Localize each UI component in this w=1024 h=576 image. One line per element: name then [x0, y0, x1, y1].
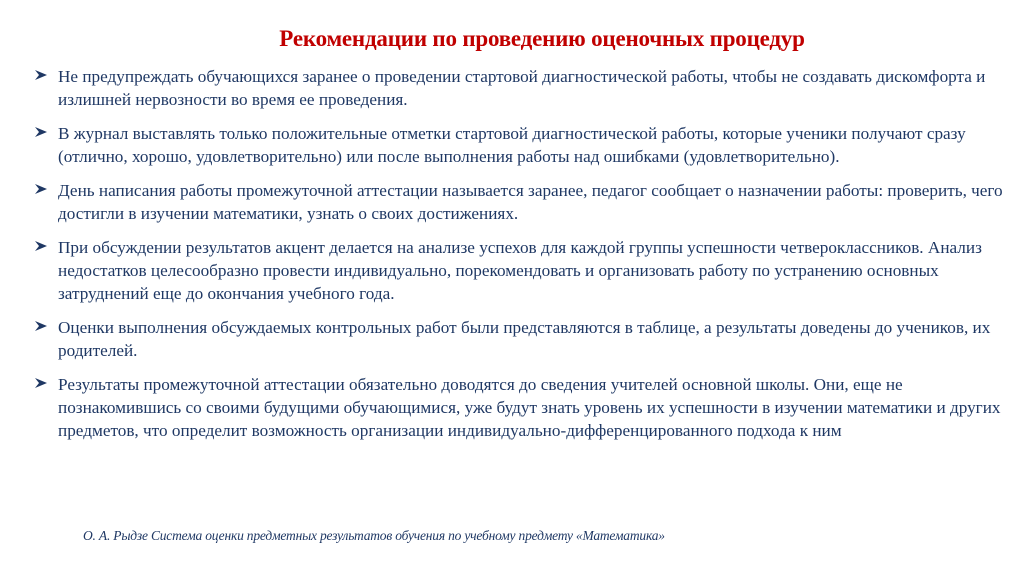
list-item: [34, 236, 1014, 305]
arrowhead-bullet-icon: [34, 68, 48, 82]
arrowhead-bullet-icon: [34, 376, 48, 390]
list-item: [34, 65, 1014, 111]
list-item-text: День написания работы промежуточной аттестации называется заранее, педагог сообщает о назначении работы: проверить, чего достигли в изучении математики, узнать о своих достижениях.: [58, 181, 1003, 223]
arrowhead-bullet-icon: [34, 182, 48, 196]
source-citation: О. А. Рыдзе Система оценки предметных результатов обучения по учебному предмету «Математика»: [83, 528, 665, 543]
arrowhead-bullet-icon: [34, 239, 48, 253]
slide-title: Рекомендации по проведению оценочных процедур: [279, 26, 805, 51]
recommendations-list: [34, 65, 1014, 453]
list-item-text: В журнал выставлять только положительные отметки стартовой диагностической работы, которые ученики получают сразу (отлично, хорошо, удовлетворительно) или после выполнения работы над ошибками (удовлетворительно).: [58, 124, 966, 166]
list-item-text: Результаты промежуточной аттестации обязательно доводятся до сведения учителей основной школы. Они, еще не познакомившись со своими будущими обучающимися, уже будут знать уровень их успешности в изучении математики и других предметов, что определит возможность организации индивидуально-дифференцированного подхода к ним: [58, 375, 1001, 440]
arrowhead-bullet-icon: [34, 125, 48, 139]
list-item-text: Оценки выполнения обсуждаемых контрольных работ были представляются в таблице, а результаты доведены до учеников, их родителей.: [58, 318, 991, 360]
list-item-text: При обсуждении результатов акцент делается на анализе успехов для каждой группы успешности четвероклассников. Анализ недостатков целесообразно провести индивидуально, порекомендовать и организовать работу по устранению основных затруднений еще до окончания учебного года.: [58, 238, 982, 303]
list-item-text: Не предупреждать обучающихся заранее о проведении стартовой диагностической работы, чтобы не создавать дискомфорта и излишней нервозности во время ее проведения.: [58, 67, 986, 109]
list-item: [34, 373, 1014, 442]
list-item: [34, 316, 1014, 362]
arrowhead-bullet-icon: [34, 319, 48, 333]
list-item: [34, 122, 1014, 168]
list-item: [34, 179, 1014, 225]
